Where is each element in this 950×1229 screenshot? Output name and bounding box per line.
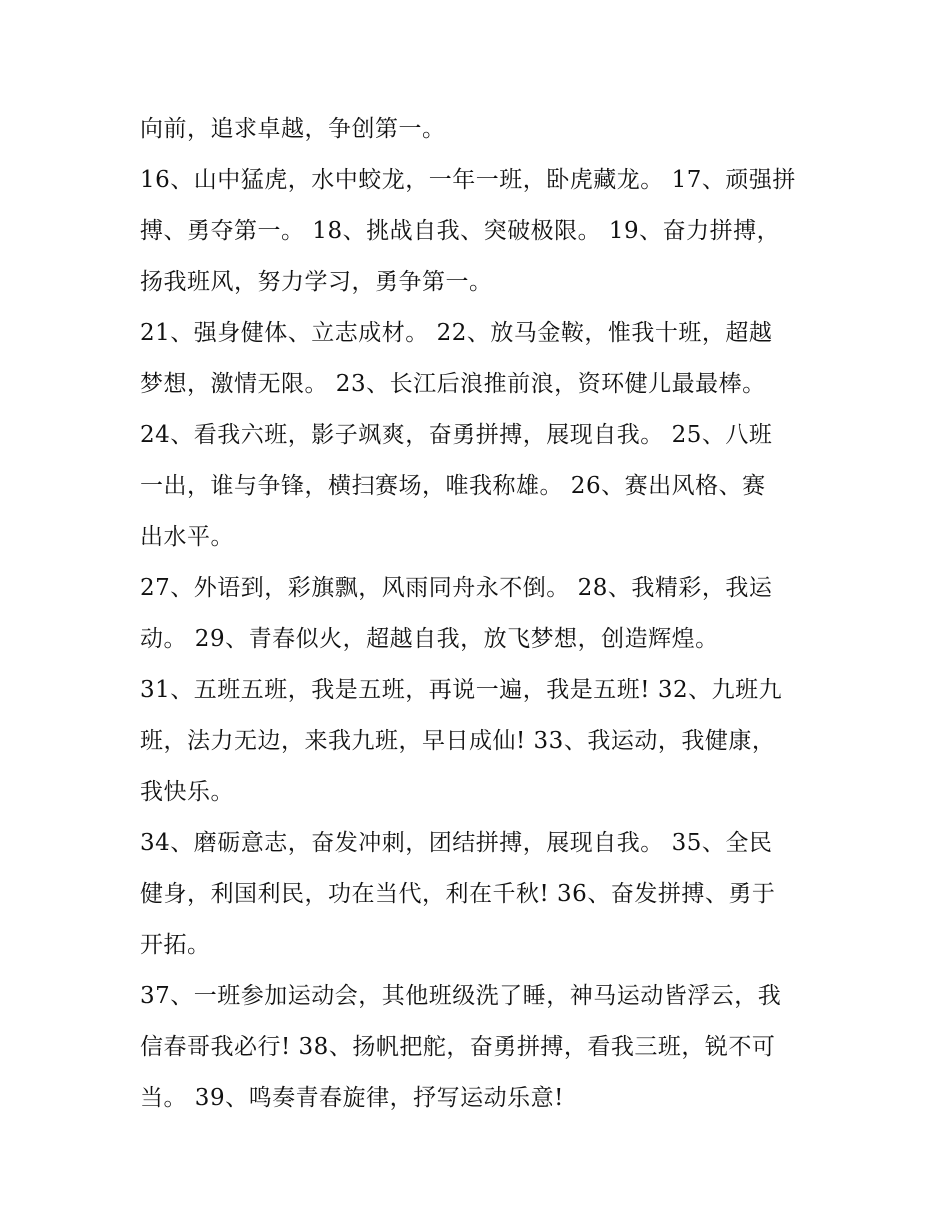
text-line: 出水平。	[140, 524, 234, 550]
text-line: 向前，追求卓越，争创第一。	[140, 116, 446, 142]
text-line: 信春哥我必行! 38、扬帆把舵，奋勇拼搏，看我三班，锐不可	[140, 1034, 776, 1060]
text-line: 梦想，激情无限。 23、长江后浪推前浪，资环健儿最最棒。	[140, 371, 766, 397]
text-line: 开拓。	[140, 932, 211, 958]
text-line: 16、山中猛虎，水中蛟龙，一年一班，卧虎藏龙。 17、顽强拼	[140, 167, 796, 193]
text-line: 37、一班参加运动会，其他班级洗了睡，神马运动皆浮云，我	[140, 983, 782, 1009]
text-line: 当。 39、鸣奏青春旋律，抒写运动乐意!	[140, 1085, 564, 1111]
text-line: 扬我班风，努力学习，勇争第一。	[140, 269, 493, 295]
text-line: 34、磨砺意志，奋发冲刺，团结拼搏，展现自我。 35、全民	[140, 830, 773, 856]
text-line: 我快乐。	[140, 779, 234, 805]
text-line: 24、看我六班，影子飒爽，奋勇拼搏，展现自我。 25、八班	[140, 422, 773, 448]
text-line: 31、五班五班，我是五班，再说一遍，我是五班! 32、九班九	[140, 677, 783, 703]
text-line: 21、强身健体、立志成材。 22、放马金鞍，惟我十班，超越	[140, 320, 773, 346]
text-line: 一出，谁与争锋，横扫赛场，唯我称雄。 26、赛出风格、赛	[140, 473, 766, 499]
text-line: 动。 29、青春似火，超越自我，放飞梦想，创造辉煌。	[140, 626, 719, 652]
text-line: 27、外语到，彩旗飘，风雨同舟永不倒。 28、我精彩，我运	[140, 575, 773, 601]
text-line: 健身，利国利民，功在当代，利在千秋! 36、奋发拼搏、勇于	[140, 881, 776, 907]
text-line: 班，法力无边，来我九班，早日成仙! 33、我运动，我健康，	[140, 728, 776, 754]
text-line: 搏、勇夺第一。 18、挑战自我、突破极限。 19、奋力拼搏，	[140, 218, 781, 244]
document-body	[140, 104, 820, 1124]
